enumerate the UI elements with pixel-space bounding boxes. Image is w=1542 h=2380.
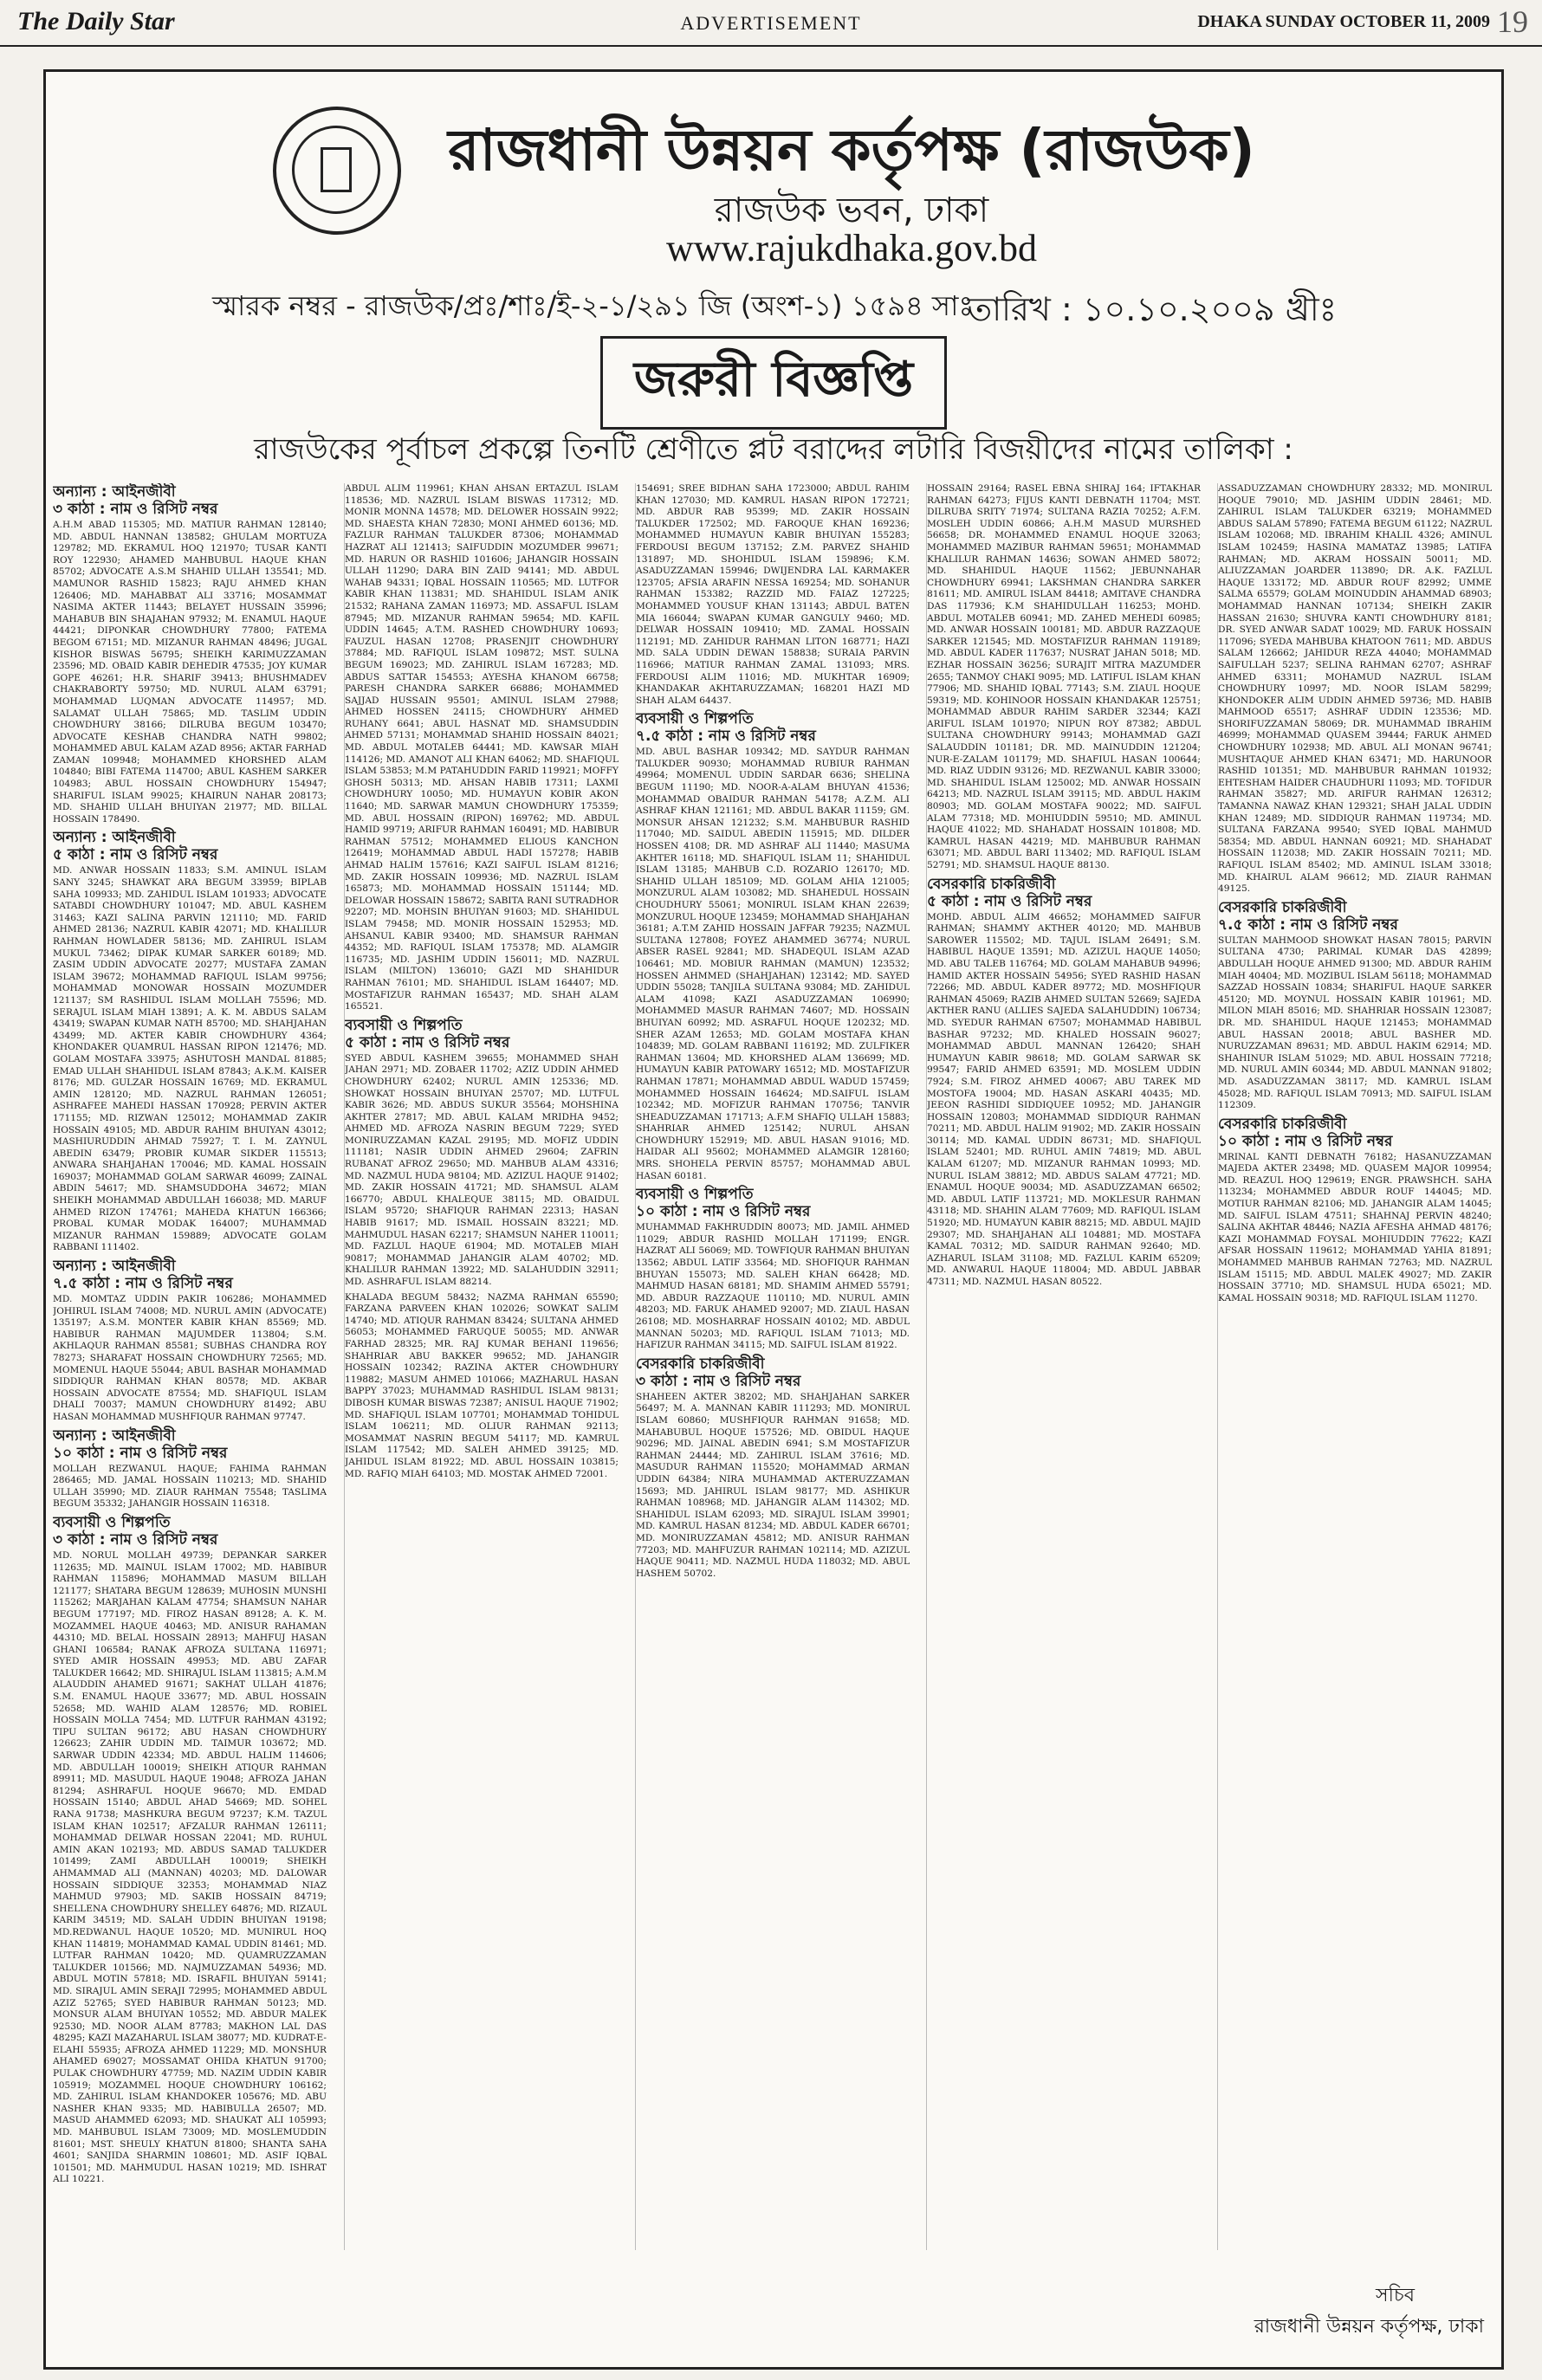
category-heading: ব্যবসায়ী ও শিল্পপতি (345, 1016, 463, 1034)
winner-names-list: 154691; SREE BIDHAN SAHA 1723000; ABDUL RAHIM KHAN 127030; MD. KAMRUL HASAN RIPON 172721; MD. ABDUR RAB 95399; MD. ZAKIR HOSSAIN TALUKDER 172502; MD. FAROQUE KHAN 169236; MOHAMMED HUMAYUN KABIR BHUIYAN 155283; FERDOUSI BEGUM 137152; Z.M. PARVEZ SHAHID 131897; MD. SHOHIDUL ISLAM 159896; K.M. ASADUZZAMAN 159946; DWIJENDRA LAL KARMAKER 123705; AFSIA ARAFIN NESSA 169254; MD. SOHANUR RAHMAN 153382; RAZZID MD. FAIAZ 127225; MOHAMMED YOUSUF KHAN 131143; ABDUL BATEN MIA 166044; SWAPAN KUMAR GANGULY 9460; MD. DELWAR HOSSAIN 109410; MD. ZAMAL HOSSAIN 112191; MD. ZAHIDUR RAHMAN LITON 168771; HAZI MD. SALA UDDIN DEWAN 158838; SURAIA PARVIN 116966; MATIUR RAHMAN ZAMAL 131093; MRS. FERDOUSI ALIM 11016; MD. MUKHTAR 16909; KHANDAKAR AKHTARUZZAMAN; 168201 HAZI MD SHAH ALAM 64437. (636, 483, 910, 706)
winner-names-list: HOSSAIN 29164; RASEL EBNA SHIRAJ 164; IFTAKHAR RAHMAN 64273; FIJUS KANTI DEBNATH 11704; MST. DILRUBA SRITY 71974; SULTANA RAZIA 70252; A.F.M. MOSLEH UDDIN 60866; A.H.M MASUD MURSHED 56658; DR. MOHAMMED ENAMUL HOQUE 32063; MOHAMMED MAZIBUR RAHMAN 59651; MOHAMMAD KHALILUR RAHMAN 14636; SOWAN AHMED 58072; MD. SHAHIDUL HAQUE 11562; JEBUNNAHAR CHOWDHURY 69941; LAKSHMAN CHANDRA SARKER 81611; MD. AMIRUL ISLAM 84418; AMITAVE CHANDRA DAS 117936; K.M SHAHIDULLAH 116253; MOHD. ABDUL MOTALEB 60941; MD. ZAHED MEHEDI 60985; MD. ANWAR HOSSAIN 100181; MD. ABDUR RAZZAQUE SARKER 121545; MD. MOSTAFIZUR RAHMAN 119189; MD. ABDUL KADER 117637; NUSRAT JAHAN 5018; MD. EZHAR HOSSAIN 36256; SURAJIT MITRA MAZUMDER 2655; TANMOY CHAKI 9095; MD. LATIFUL ISLAM KHAN 77906; MD. SHAHID IQBAL 77143; S.M. ZIAUL HOQUE 59319; MD. KOHINOOR HOSSAIN KHANDAKAR 125751; MOHAMMAD ABDUR RAHIM SARDER 32344; KAZI ARIFUL ISLAM 101970; NIPUN ROY 87382; ABDUL SULTANA CHOWDHURY 99143; MOHAMMAD GAZI SALAUDDIN 101181; DR. MD. MAINUDDIN 121204; NUR-E-ZALAM 101179; MD. SHAFIUL HASAN 100644; MD. RIAZ UDDIN 93126; MD. REZWANUL KABIR 33000; MD. SHAHIDUL ISLAM 125002; MD. ANWAR HOSSAIN 64213; MD. NAZRUL ISLAM 39115; MD. ABDUL HAKIM 80903; MD. GOLAM MOSTAFA 90022; MD. SAIFUL ALAM 77318; MD. MOHIUDDIN 59510; MD. AMINUL HAQUE 41022; MD. SHAHADAT HOSSAIN 101808; MD. KAMRUL HASAN 44219; MD. MAHBUBUR RAHMAN 63071; MD. ABDUL BARI 113402; MD. RAFIQUL ISLAM 52791; MD. SHAMSUL HAQUE 88130. (927, 483, 1201, 870)
list-column (635, 483, 910, 2250)
list-section (927, 483, 1201, 872)
category-heading: বেসরকারি চাকরিজীবী (636, 1355, 765, 1373)
list-section (53, 829, 327, 1254)
list-column (926, 483, 1201, 2250)
plot-size-heading: ১০ কাঠা : নাম ও রিসিট নম্বর (53, 1444, 228, 1462)
list-section (53, 1514, 327, 2186)
winner-names-list: MOHD. ABDUL ALIM 46652; MOHAMMED SAIFUR RAHMAN; SHAMMY AKTHER 40120; MD. MAHBUB SAROWER 115502; MD. TAJUL ISLAM 26491; S.M. HABIBUL HAQUE 13591; MD. AZIZUL HAQUE 14050; MD. ABU TALEB 116764; MD. GOLAM MAHABUB 94996; HAMID AKTER HOSSAIN 54956; SYED RASHID HASAN 72266; MD. ABDUL KADER 89772; MD. MOSHFIQUR RAHMAN 45069; RAZIB AHMED SULTAN 52669; SAJEDA AKTHER RANU (ALLIES SAJEDA SALAHUDDIN) 106734; MD. SYEDUR RAHMAN 67507; MOHAMMAD HABIBUL BASHAR 97232; MD. KHALED HOSSAIN 96027; MOHAMMAD ABDUL MANNAN 126420; SHAH HUMAYUN KABIR 98618; MD. GOLAM SARWAR SK 99547; FARID AHMED 63591; MD. MOSLEM UDDIN 7924; S.M. FIROZ AHMED 40067; ABU TAREK MD MOSTOFA 19004; MD. HASAN ASKARI 40435; MD. JEEON RASHIDI SIDDIQUEE 10952; MD. JAHANGIR HOSSAIN 120803; MOHAMMAD SIDDIQUR RAHMAN 70211; MD. ABDUL HALIM 91902; MD. ZAKIR HOSSAIN 30114; MD. KAMAL UDDIN 86731; MD. SHAFIQUL ISLAM 52401; MD. RUHUL AMIN 74819; MD. ABUL KALAM 61207; MD. MIZANUR RAHMAN 10993; MD. NURUL ISLAM 38812; MD. ABDUS SALAM 47721; MD. ENAMUL HOQUE 90034; MD. ASADUZZAMAN 66502; MD. ABDUL LATIF 113721; MD. MOKLESUR RAHMAN 43118; MD. SHAHIN ALAM 77609; MD. RAFIQUL ISLAM 51920; MD. HUMAYUN KABIR 88215; MD. ABDUL MAJID 29307; MD. SHAHJAHAN ALI 104881; MD. MOSTAFA KAMAL 70312; MD. SAIDUR RAHMAN 92640; MD. AZHARUL ISLAM 31108; MD. FAZLUL KARIM 65209; MD. ANWARUL HAQUE 118004; MD. ABDUL JABBAR 47311; MD. NAZMUL HASAN 80522. (927, 911, 1201, 1287)
list-subtitle: রাজউকের পূর্বাচল প্রকল্পে তিনটি শ্রেণীতে প্লট বরাদ্দের লটারি বিজয়ীদের নামের তালিকা : (254, 432, 1293, 467)
category-heading: ব্যবসায়ী ও শিল্পপতি (53, 1513, 171, 1531)
plot-size-heading: ৭.৫ কাঠা : নাম ও রিসিট নম্বর (1218, 915, 1398, 934)
list-section (53, 1258, 327, 1424)
dateline: DHAKA SUNDAY OCTOBER 11, 2009 (1197, 12, 1490, 31)
category-heading: বেসরকারি চাকরিজীবী (927, 875, 1056, 893)
plot-size-heading: ৫ কাঠা : নাম ও রিসিট নম্বর (927, 892, 1092, 910)
list-section (636, 1355, 910, 1581)
list-section (927, 876, 1201, 1289)
plot-size-heading: ৫ কাঠা : নাম ও রিসিট নম্বর (345, 1033, 510, 1051)
newspaper-name: The Daily Star (17, 7, 175, 36)
list-section (1218, 483, 1492, 896)
notice-date: তারিখ : ১০.১০.২০০৯ খ্রীঃ (967, 290, 1337, 328)
winner-names-list: SULTAN MAHMOOD SHOWKAT HASAN 78015; PARVIN SULTANA 4730; PARIMAL KUMAR DAS 42899; ABDULLAH HOQUE AHMED 91300; MD. ABDUR RAHIM MIAH 40404; MD. MOZIBUL ISLAM 56118; MOHAMMAD SAZZAD HOSSAIN 10834; SHARIFUL HAQUE SARKER 45120; MD. MOYNUL HOSSAIN KABIR 101961; MD. MILON MIAH 85016; MD. SHAHRIAR HOSSAIN 123087; DR. MD. SHAHIDUL HAQUE 121453; MOHAMMAD ABUL HASSAN 20018; ABUL BASHER MD. NURUZZAMAN 89631; MD. ABDUL HAKIM 62914; MD. SHAHINUR ISLAM 51029; MD. ABUL HOSSAIN 77218; MD. NURUL AMIN 60344; MD. ABDUL MANNAN 91802; MD. ASADUZZAMAN 38117; MD. KAMRUL ISLAM 45028; MD. RAFIQUL ISLAM 70913; MD. SAIFUL ISLAM 112309. (1218, 935, 1492, 1111)
list-section (53, 483, 327, 825)
list-section (345, 483, 619, 1013)
category-heading: ব্যবসায়ী ও শিল্পপতি (636, 1186, 754, 1204)
category-heading: বেসরকারি চাকরিজীবী (1218, 898, 1347, 916)
winner-names-list: SYED ABDUL KASHEM 39655; MOHAMMED SHAH JAHAN 2971; MD. ZOBAER 11702; AZIZ UDDIN AHMED CHOWDHURY 62402; NURUL AMIN 125336; MD. SHOWKAT HOSSAIN BHUIYAN 25707; MD. LUTFUL KABIR 3626; MD. ABDUS SUKUR 35564; MOHSHINA AKHTER 27817; MD. ABUL KALAM MRIDHA 9452; AHMED MD. AFROZA NASRIN BEGUM 7229; SYED MONIRUZZAMAN KAZAL 29195; MD. MOFIZ UDDIN 111181; NASIR UDDIN AHMED 29604; ZAFRIN RUBANAT AFROZ 29650; MD. MAHBUB ALAM 43316; MD. NAZMUL HUDA 98104; MD. AZIZUL HAQUE 91402; MD. ZAKIR HOSSAIN 41721; MD. SHAMSUL ALAM 166770; ABDUL KHALEQUE 38115; MD. OBAIDUL ISLAM 95720; SHAFIQUR RAHMAN 22313; HASAN HABIB 91617; MD. ISMAIL HOSSAIN 83221; MD. MAHMUDUL HASAN 62217; SHAMSUN NAHER 110011; MD. FAZLUL HAQUE 61904; MD. MOTALEB MIAH 90817; MOHAMMAD JAHANGIR ALAM 40702; MD. KHALILUR RAHMAN 13922; MD. SALAHUDDIN 32911; MD. ASHRAFUL ISLAM 88214. (345, 1052, 619, 1287)
category-heading: বেসরকারি চাকরিজীবী (1218, 1115, 1347, 1133)
winner-names-list: ASSADUZZAMAN CHOWDHURY 28332; MD. MONIRUL HOQUE 79010; MD. JASHIM UDDIN 28461; MD. ZAHIRUL ISLAM TALUKDER 63219; MOHAMMED ABDUS SALAM 57890; FATEMA BEGUM 61122; NAZRUL ISLAM 102068; MD. IBRAHIM KHALIL 4326; AMINUL ISLAM 102459; HASINA MAMATAZ 13985; LATIFA RAHMAN; MD. AKRAM HOSSAIN 50011; MD. ALIUZZAMAN JOARDER 113890; DR. A.K. FAZLUL HAQUE 133172; MD. ABDUR ROUF 82992; UMME SALMA 65579; GOLAM MOINUDDIN AHAMMAD 68903; MOHAMMAD HANNAN 107134; SHEIKH ZAKIR HASSAN 21630; SHUVRA KANTI CHOWDHURY 8181; DR. SYED ANWAR SADAT 10029; MD. FARUK HOSSAIN 117096; SYEDA MAHBUBA KHATOON 7611; MD. ABDUS SALAM 126662; JAHIDUR REZA 44040; MOHAMMAD SAIFULLAH 5237; SELINA RAHMAN 62707; ASHRAF AHMED 63311; MOHAMUD NAZRUL ISLAM CHOWDHURY 10997; MD. NOOR ISLAM 58299; KHONDOKER ALIM UDDIN AHMED 59736; MD. HABIB MAHMOOD 65517; ASHRAF UDDIN 123536; MD. SHORIFUZZAMAN 58069; DR. MUHAMMAD IBRAHIM 46999; MOHAMMAD QUASEM 39444; FARUK AHMED CHOWDHURY 102938; MD. ABUL ALI MONAN 96741; MUSHTAQUE AHMED KHAN 63471; MD. HARUNOOR RASHID 101351; MD. MAHBUBUR RAHMAN 101932; EHTESHAM HAIDER CHAUDHURI 11093; MD. TOFIDUR RAHMAN 35827; MD. ARIFUR RAHMAN 126312; TAMANNA NAWAZ KHAN 129321; SHAH JALAL UDDIN KHAN 12489; MD. SIDDIQUR RAHMAN 119734; MD. SULTANA FARZANA 99540; SYED IQBAL MAHMUD 58354; MD. ABDUL HANNAN 60921; MD. SHAHADAT HOSSAIN 112038; MD. ZAKIR HOSSAIN 70211; MD. RAFIQUL ISLAM 85402; MD. AMINUL ISLAM 33018; MD. KHAIRUL ALAM 96612; MD. ZIAUR RAHMAN 49125. (1218, 483, 1492, 895)
winner-names-list: SHAHEEN AKTER 38202; MD. SHAHJAHAN SARKER 56497; M. A. MANNAN KABIR 111293; MD. MONIRUL ISLAM 60860; MUSHFIQUR RAHMAN 91658; MD. MAHABUBUL HOQUE 157526; MD. OBIDUL HAQUE 90296; MD. JAINAL ABEDIN 6941; S.M MOSTAFIZUR RAHMAN 24444; MD. ZAHIRUL ISLAM 37616; MD. MASUDUR RAHMAN 115520; MOHAMMAD ARMAN UDDIN 64384; NIRA MUHAMMAD AKTERUZZAMAN 15693; MD. JAHIRUL ISLAM 98177; MD. ASHIKUR RAHMAN 108968; MD. JAHANGIR ALAM 114302; MD. SHAHIDUL ISLAM 62093; MD. SIRAJUL ISLAM 39901; MD. KAMRUL HASAN 81234; MD. ABDUL KADER 66701; MD. MONIRUZZAMAN 45812; MD. ANISUR RAHMAN 77203; MD. MAHFUZUR RAHMAN 102114; MD. AZIZUL HAQUE 90411; MD. NAZMUL HUDA 118032; MD. ABUL HASHEM 50702. (636, 1391, 910, 1579)
organization-website: www.rajukdhaka.gov.bd (665, 227, 1038, 269)
category-heading: অন্যান্য : আইনজীবী (53, 1258, 176, 1276)
winner-names-list: MD. ABUL BASHAR 109342; MD. SAYDUR RAHMAN TALUKDER 90930; MOHAMMAD RUBIUR RAHMAN 49964; MOMENUL UDDIN SARDAR 6636; SHELINA BEGUM 11190; MD. NOOR-A-ALAM BHUYAN 41536; MOHAMMAD OBAIDUR RAHMAN 54178; A.Z.M. ALI ASHRAF KHAN 121161; MD. ABDUL BAKAR 11159; GM. MONSUR AHSAN 121232; S.M. MAHBUBUR RASHID 117040; MD. SAIDUL ABEDIN 115915; MD. DILDER HOSSEN 4108; DR. MD ASHRAF ALI 11440; MASUMA AKHTER 16118; MD. SHAFIQUL ISLAM 11; SHAHIDUL ISLAM 13185; MAHBUB C.D. ROZARIO 126170; MD. SHAHID ULLAH 185109; MD. GOLAM AHIA 121005; MONZURUL ALAM 103082; MD. SHAHEDUL HOSSAIN CHOUDHURY 55061; MONIRUL ISLAM KHAN 22639; MONZURUL HOQUE 123459; MOHAMMAD SHAHJAHAN 36181; A.T.M ZAHID HOSSAIN JAFFAR 79235; NAZMUL SULTANA 127808; FOYEZ AHAMMED 36774; NURUL ABSER RASEL 92841; MD. SHADEQUL ISLAM AZAD 106461; MD. MOBIUR RAHMAN (MAMUN) 123532; HOSSEN AHMMED (SHAHJAHAN) 123142; MD. SAYED UDDIN 55028; TANJILA SULTANA 93084; MD. ZAHIDUL ALAM 41098; KAZI ASADUZZAMAN 106990; MOHAMMED MASUR RAHMAN 74607; MD. HOSSAIN BHUIYAN 60992; MD. ASRAFUL HOQUE 120232; MD. SHER AZAM 12653; MD. GOLAM MOSTAFA KHAN 104839; MD. GOLAM RABBANI 116192; MD. ZULFIKER RAHMAN 13604; MD. KHORSHED ALAM 136699; MD. HUMAYUN KABIR PATOWARY 16512; MD. MOSTAFIZUR RAHMAN 17871; MOHAMMAD ABDUL WADUD 157459; MOHAMMED HOSSAIN 164624; MD.SAIFUL ISLAM 102342; MD. MOFIZUR RAHMAN 170756; TANVIR SHEADUZZAMAN 171713; A.F.M SHAFIQ ULLAH 15883; SHAHRIAR AHMED 125142; NURUL AHSAN CHOWDHURY 152919; MD. ABUL HASAN 91016; MD. HAIDAR ALI 95602; MOHAMMED ALAMGIR 128160; MRS. SHOHELA PERVIN 85757; MOHAMMAD ABUL HASAN 60181. (636, 747, 910, 1181)
list-column (1217, 483, 1492, 2250)
urgent-notice-label: জরুরী বিজ্ঞপ্তি (600, 336, 947, 430)
category-heading: অন্যান্য : আইনজীবী (53, 829, 176, 847)
plot-size-heading: ৫ কাঠা : নাম ও রিসিট নম্বর (53, 846, 218, 864)
list-section (1218, 899, 1492, 1112)
plot-size-heading: ৩ কাঠা : নাম ও রিসিট নম্বর (636, 1372, 801, 1390)
seal-building-emblem (321, 147, 352, 192)
plot-size-heading: ৩ কাঠা : নাম ও রিসিট নম্বর (53, 501, 218, 518)
organization-address: রাজউক ভবন, ঢাকা (714, 191, 989, 230)
winner-names-list: MD. MOMTAZ UDDIN PAKIR 106286; MOHAMMED JOHIRUL ISLAM 74008; MD. NURUL AMIN (ADVOCATE) 135197; A.S.M. MONTER KABIR KHAN 85569; MD. HABIBUR RAHMAN MAJUMDER 113804; S.M. AKHLAQUR RAHMAN 85581; SUBHAS CHANDRA ROY 78273; SHARAFAT HOSSAIN CHOWDHURY 72565; MD. MOMENUL HAQUE 55044; ABUL BASHAR MOHAMMAD SIDDIQUR RAHMAN KHAN 80578; MD. AKBAR HOSSAIN ADVOCATE 87554; MD. SHAFIQUL ISLAM DHALI 70037; MAMUN CHOWDHURY 81492; ABU HASAN MOHAMMAD MUSHFIQUR RAHMAN 97747. (53, 1294, 327, 1422)
list-section (636, 710, 910, 1182)
plot-size-heading: ৭.৫ কাঠা : নাম ও রিসিট নম্বর (636, 728, 816, 746)
winner-names-list: ABDUL ALIM 119961; KHAN AHSAN ERTAZUL ISLAM 118536; MD. NAZRUL ISLAM BISWAS 117312; MD. MONIR MONNA 14578; MD. DELOWER HOSSAIN 9922; MD. SHAESTA KHAN 72830; MONI AHMED 60136; MD. FAZLUR RAHMAN TALUKDER 87306; MOHAMMAD HAZRAT ALI 121413; SAIFUDDIN MOZUMDER 99671; MD. HARUN OR RASHID 101606; JAHANGIR HOSSAIN ULLAH 11290; DARA BIN ZAID 94141; MD. ABDUL WAHAB 94331; IQBAL HOSSAIN 110565; MD. LUTFOR KABIR KHAN 113831; MD. SHAHIDUL ISLAM ANIK 21532; RAHANA ZAMAN 116973; MD. ASSAFUL ISLAM 87945; MD. MIZANUR RAHMAN 59654; MD. KAFIL UDDIN 14645; A.T.M. RASHED CHOWDHURY 10693; FAUZUL HASAN 12708; PRASENJIT CHOWDHURY 37884; MD. RAFIQUL ISLAM 109872; MST. SULNA BEGUM 169023; MD. ZAHIRUL ISLAM 167283; MD. ABDUS SATTAR 154553; AYESHA KHANOM 66758; PARESH CHANDRA SARKER 66886; MOHAMMED SAJJAD HUSSAIN 95501; AMINUL ISLAM 27988; AHMED HOSSEN 24115; CHOWDHURY AHMED RUHANY 6641; ABUL HASNAT MD. SHAMSUDDIN AHMED 57131; MOHAMMAD SHAHID HOSSAIN 84021; MD. ABDUL MOTALEB 64441; MD. KAWSAR MIAH 114126; MD. AMANOT ALI KHAN 64062; MD. SHAFIQUL ISLAM 53853; M.M PATAHUDDIN FARID 119921; MOFFY GHOSH 50313; MD. AHSAN HABIB 17311; LAXMI CHOWDHURY 10050; MD. HUMAYUN KOBIR AKON 11640; MD. SARWAR MAMUN CHOWDHURY 175359; MD. ABUL HOSSAIN (RIPON) 169762; MD. ABDUL HAMID 99719; ARIFUR RAHMAN 160491; MD. HABIBUR RAHMAN 57512; MOHAMMED ELIOUS KANCHON 126419; MOHAMMAD ABDUL HADI 157278; HABIB AHMAD HALIM 157616; KAZI SAIFUL ISLAM 81216; MD. ZAKIR HOSSAIN 109936; MD. NAZRUL ISLAM 165873; MD. MOHAMMAD HOSSAIN 151144; MD. DELOWAR HOSSAIN 158672; SABITA RANI SUTRADHOR 92207; MD. MOHSIN BHUIYAN 91603; MD. SHAHIDUL ISLAM 79458; MD. MONIR HOSSAIN 152953; MD. AHSANUL KABIR 93400; MD. SHAMSUR RAHMAN 44352; MD. RAFIQUL ISLAM 175378; MD. ALAMGIR 116735; MD. JASHIM UDDIN 156011; MD. NAZRUL ISLAM (MILTON) 136010; GAZI MD SHAHIDUR RAHMAN 76101; MD. SHAHIDUL ISLAM 164407; MD. MOSTAFIZUR RAHMAN 165437; MD. SHAH ALAM 165521. (345, 483, 619, 1012)
winner-names-list: MRINAL KANTI DEBNATH 76182; HASANUZZAMAN MAJEDA AKTER 23498; MD. QUASEM MAJOR 109954; MD. REAZUL HOQ 129619; ENGR. PRAWSHCH. SAHA 113234; MOHAMMED ABDUR ROUF 144045; MD. MOTIUR RAHMAN 82106; MD. JAHANGIR ALAM 14045; MD. SAIFUL ISLAM 47511; SHAHNAJ PERVIN 48240; SALINA AKHTAR 48446; NAZIA AFESHA AHMAD 48176; KAZI MOHAMMAD FOYSAL MOHIUDDIN 77622; KAZI AFSAR HOSSAIN 119612; MOHAMMAD YAHIA 81891; MOHAMMED MAHBUB RAHMAN 72763; MD. NAZRUL ISLAM 15115; MD. ABDUL MALEK 49027; MD. ZAKIR HOSSAIN 37710; MD. SHAMSUL HUDA 65021; MD. KAMAL HOSSAIN 90318; MD. RAFIQUL ISLAM 11270. (1218, 1151, 1492, 1303)
winner-names-list: MD. ANWAR HOSSAIN 11833; S.M. AMINUL ISLAM SANY 3245; SHAWKAT ARA BEGUM 33959; BIPLAB SAHA 109933; MD. ZAHIDUL ISLAM 101933; ADVOCATE SATABDI CHOWDHURY 101047; MD. ABUL KASHEM 31463; KAZI SALINA PARVIN 121110; MD. FARID AHMED 28136; NAZRUL KABIR 42071; MD. KHALILUR RAHMAN HOWLADER 58136; MD. ZAHIRUL ISLAM MUKUL 73462; DIPAK KUMAR SARKER 60189; MD. ZASIM UDDIN ADVOCATE 20277; MUSTAFA ZAMAN ISLAM 39672; MOHAMMAD RAFIQUL ISLAM 99756; MOHAMMAD MONOWAR HOSSAIN MOZUMDER 121137; SM RASHIDUL ISLAM MOLLAH 75596; MD. SERAJUL ISLAM MIAH 13891; A. K. M. ABDUS SALAM 43419; SWAPAN KUMAR NATH 85700; MD. SHAHJAHAN 43499; MD. AKTER KABIR CHOWDHURY 4364; KHONDAKER QUAMRUL HASSAN RIPON 121476; MD. GOLAM MOSTAFA 33975; ASHUTOSH MANDAL 81885; EMAD ULLAH SHAHIDUL ISLAM 87843; A.K.M. KAISER 8176; MD. GULZAR HOSSAIN 16769; MD. EKRAMUL AMIN 128120; MD. NAZRUL RAHMAN 126051; ASHRAFEE MAHEDI HASSAN 170928; PERVIN AKTER 171155; MD. RIZWAN 125012; MOHAMMAD ZAKIR HOSSAIN 49105; MD. ABDUR RAHIM BHUIYAN 43012; MASHIURUDDIN AHMAD 75927; T. I. M. ZAYNUL ABEDIN 63479; PROBIR KUMAR SIKDER 115513; ANWARA SHAHJAHAN 170046; MD. KAMAL HOSSAIN 169037; MOHAMMAD GOLAM SARWAR 46099; ZAINAL ABDIN 54617; MD. SHAMSUDDOHA 34672; MIAN SHEIKH MOHAMMAD ABDULLAH 166038; MD. MARUF AHMED RIZON 174761; MAHEDA KHATUN 166366; PROBAL KUMAR MODAK 164007; MUHAMMAD MIZANUR RAHMAN 159889; ADVOCATE GOLAM RABBANI 111402. (53, 865, 327, 1253)
list-column (53, 483, 327, 2250)
list-column (344, 483, 619, 2250)
masthead (0, 0, 1542, 47)
category-heading: অন্যান্য : আইনজীবী (53, 483, 176, 501)
rajuk-seal-icon (273, 107, 401, 235)
plot-size-heading: ১০ কাঠা : নাম ও রিসিট নম্বর (1218, 1132, 1393, 1150)
signatory-organization: রাজধানী উন্নয়ন কর্তৃপক্ষ, ঢাকা (1254, 2316, 1484, 2338)
seal-inner-ring (292, 126, 380, 214)
page-number: 19 (1497, 4, 1528, 39)
plot-size-heading: ৩ কাঠা : নাম ও রিসিট নম্বর (53, 1530, 218, 1549)
winner-names-list: KHALADA BEGUM 58432; NAZMA RAHMAN 65590; FARZANA PARVEEN KHAN 102026; SOWKAT SALIM 14740; MD. ATIQUR RAHMAN 83424; SULTANA AHMED 56053; MOHAMMED FARUQUE 50055; MD. ANWAR FARHAD 28325; MR. RAJ KUMAR BEHANI 119656; SHAHRIAR ABU BAKKER 99652; MD. JAHANGIR HOSSAIN 102342; RAZINA AKTER CHOWDHURY 119882; MASUM AHMED 101066; MAZHARUL HASAN BAPPY 37023; MUHAMMAD RASHIDUL ISLAM 98131; DIBOSH KUMAR BISWAS 72387; ANISUL HAQUE 71902; MD. SHAFIQUL ISLAM 107701; MOHAMMAD TOHIDUL ISLAM 106211; MD. OLIUR RAHMAN 92113; MOSAMMAT NASRIN BEGUM 54117; MD. KAMRUL ISLAM 117542; MD. SALEH AHMED 39125; MD. JAHIDUL ISLAM 81922; MD. ABUL HOSSAIN 103815; MD. RAFIQ MIAH 64103; MD. MOSTAK AHMED 72001. (345, 1291, 619, 1479)
list-section (53, 1427, 327, 1510)
winner-names-list: MD. NORUL MOLLAH 49739; DEPANKAR SARKER 112635; MD. MAINUL ISLAM 17002; MD. HABIBUR RAHMAN 115896; MOHAMMAD MASUM BILLAH 121177; SHATARA BEGUM 128639; MUHOSIN MUNSHI 115262; MARJAHAN KALAM 47754; SHAMSUN NAHAR BEGUM 177197; MD. FIROZ HASAN 89128; A. K. M. MOZAMMEL HAQUE 40463; MD. ANISUR RAHAMAN 44310; MD. BELAL HOSSAIN 28913; MAHFUJ HASAN GHANI 106584; RANAK AFROZA SULTANA 116971; SYED AMIR HOSSAIN 49953; MD. ABU ZAFAR TALUKDER 16642; MD. SHIRAJUL ISLAM 113815; A.M.M ALAUDDIN AHAMED 91671; SAKHAT ULLAH 41876; S.M. ENAMUL HAQUE 33677; MD. ABUL HOSSAIN 52658; MD. WAHID ALAM 128576; MD. ROBIEL HOSSAIN MOLLA 7454; MD. LUTFUR RAHMAN 43192; TIPU SULTAN 96172; ABU HASAN CHOWDHURY 126623; ZAHIR UDDIN MD. TAIMUR 103672; MD. SARWAR UDDIN 42334; MD. ABDUL HALIM 114606; MD. ABDULLAH 100019; SHEIKH ATIQUR RAHMAN 89911; MD. MASUDUL HAQUE 19048; AFROZA JAHAN 81294; ASHRAFUL HOQUE 96670; MD. EMDAD HOSSAIN 15140; ABDUL AHAD 54669; MD. SOHEL RANA 91738; MASHKURA BEGUM 97237; K.M. TAZUL ISLAM KHAN 102517; AFZALUR RAHMAN 126111; MOHAMMAD DELWAR HOSSAN 22041; MD. RUHUL AMIN AKAN 102193; MD. ABDUS SAMAD TALUKDER 101499; ZAMI ABDULLAH 100019; SHEIKH AHMAMMAD ALI (MANNAN) 40203; MD. DALOWAR HOSSAIN SIDDIQUE 32353; MOHAMMAD NIAZ MAHMUD 97903; MD. SAKIB HOSSAIN 84719; SHELLENA CHOWDHURY SHELLEY 64876; MD. RIZAUL KARIM 34519; MD. SALAH UDDIN BHUIYAN 19198; MD.REDWANUL HAQUE 10520; MD. MUNIRUL HOQ KHAN 114819; MOHAMMAD KAMAL UDDIN 81461; MD. LUTFAR RAHMAN 10420; MD. QUAMRUZZAMAN TALUKDER 101566; MD. NAJMUZZAMAN 54936; MD. ABDUL MOTIN 57818; MD. ISRAFIL BHUIYAN 59141; MD. SIRAJUL AMIN SERAJI 72995; MOHAMMED ABDUL AZIZ 52765; SYED HABIBUR RAHMAN 50123; MD. MONSUR ALAM BHUIYAN 10552; MD. ABDUR MALEK 92530; MD. NOOR ALAM 87783; MAKHON LAL DAS 48295; KAZI MAZAHARUL ISLAM 38077; MD. KUDRAT-E-ELAHI 55935; AFROZA AHMED 11229; MD. MONSHUR AHAMED 69027; MOSSAMAT OHIDA KHATUN 91700; PULAK CHOWDHURY 47759; MD. NAZIM UDDIN KABIR 105919; MOZAMMEL HOQUE CHOWDHURY 106162; MD. ZAHIRUL ISLAM KHANDOKER 105676; MD. ABU NASHER KHAN 9335; MD. HABIBULLA 26507; MD. MASUD AHAMMED 62093; MD. SHAUKAT ALI 105993; MD. MAHBUBUL ISLAM 73009; MD. MOSLEMUDDIN 81601; MST. SHEULY KHATUN 81800; SHANTA SAHA 4601; SANJIDA SHARMIN 108601; MD. ASIF IQBAL 101501; MD. MAHMUDUL HASAN 10219; MD. ISHRAT ALI 10221. (53, 1549, 327, 2185)
section-label: ADVERTISEMENT (680, 12, 862, 34)
category-heading: অন্যান্য : আইনজীবী (53, 1426, 176, 1445)
winner-names-list: MOLLAH REZWANUL HAQUE; FAHIMA RAHMAN 286465; MD. JAMAL HOSSAIN 110213; MD. SHAHID ULLAH 35990; MD. ZIAUR RAHMAN 75548; TASLIMA BEGUM 35332; JAHANGIR HOSSAIN 116318. (53, 1463, 327, 1510)
signatory-title: সচিব (1376, 2285, 1415, 2306)
winner-names-list: MUHAMMAD FAKHRUDDIN 80073; MD. JAMIL AHMED 11029; ABDUR RASHID MOLLAH 171199; ENGR. HAZRAT ALI 56069; MD. TOWFIQUR RAHMAN BHUIYAN 13562; ABDUL LATIF 33564; MD. SHOFIQUR RAHMAN BHUYAN 155073; MD. SALEH KHAN 66428; MD. MAHMUD HASAN 68181; MD. SHAMIM AHMED 55791; MD. ABDUR RAZZAQUE 110110; MD. NURUL AMIN 48203; MD. FARUK AHAMED 92007; MD. ZIAUL HASAN 26108; MD. MOSHARRAF HOSSAIN 40102; MD. ABDUL MANNAN 50203; MD. RAFIQUL ISLAM 71013; MD. HAFIZUR RAHMAN 34115; MD. SAIFUL ISLAM 81922. (636, 1222, 910, 1351)
advertisement-notice (43, 69, 1504, 2370)
list-section (345, 1292, 619, 1481)
plot-size-heading: ১০ কাঠা : নাম ও রিসিট নম্বর (636, 1203, 811, 1221)
plot-size-heading: ৭.৫ কাঠা : নাম ও রিসিট নম্বর (53, 1275, 233, 1293)
list-section (345, 1017, 619, 1289)
category-heading: ব্যবসায়ী ও শিল্পপতি (636, 710, 754, 728)
organization-title: রাজধানী উন্নয়ন কর্তৃপক্ষ (রাজউক) (448, 117, 1255, 184)
list-section (1218, 1116, 1492, 1305)
memo-number: স্মারক নম্বর - রাজউক/প্রঃ/শাঃ/ই-২-১/২৯১ জি (অংশ-১) ১৫৯৪ সাঃ (212, 289, 974, 322)
winner-names-list: A.H.M ABAD 115305; MD. MATIUR RAHMAN 128140; MD. ABDUL HANNAN 138582; GHULAM MORTUZA 129782; MD. EKRAMUL HOQ 121970; TUSAR KANTI ROY 122930; AHAMED MAHBUBUL HAQUE KHAN 85702; ADVOCATE A.S.M SHAHID ULLAH 135541; MD. MAMUNOR RASHID 15823; RAJU AHMED KHAN 126406; MD. MAHABBAT ALI 33716; MOSAMMAT NASIMA AKTER 11443; BELAYET HUSSAIN 35996; MAHABUB BIN SHAJAHAN 97932; M. ENAMUL HAQUE 44421; DIPONKAR CHOWDHURY 77800; FATEMA BEGOM 67151; MD. MIZANUR RAHMAN 48496; JUGAL KISHOR BISWAS 56795; SHEIKH KARIMUZZAMAN 23596; MD. OBAID KABIR DEHEDIR 47535; JOY KUMAR GOPE 46261; H.R. SHARIF 39413; BHUSHMADEV CHAKRABORTY 59750; MD. NURUL ALAM 63791; MOHAMMAD LUQMAN ADVOCATE 114957; MD. SALAMAT ULLAH 75865; MD. TASLIM UDDIN CHOWDHURY 38166; DILRUBA BEGUM 103470; ADVOCATE KESHAB CHANDRA NATH 99802; MOHAMMED ABUL KALAM AZAD 8956; AKTAR FARHAD ZAMAN 109948; MOHAMMED KHORSHED ALAM 104840; BIBI FATEMA 114700; ABUL KASHEM SARKER 104983; ABUL HOSSAIN CHOWDHURY 154947; SHARIFUL ISLAM 99025; KHAIRUN NAHAR 208173; MD. SHAHID ULLAH BHUIYAN 21977; MD. BILLAL HOSSAIN 178490. (53, 520, 327, 825)
notice-heading (46, 336, 1501, 430)
list-section (636, 483, 910, 707)
list-section (636, 1186, 910, 1352)
winner-list-columns (53, 483, 1494, 2250)
